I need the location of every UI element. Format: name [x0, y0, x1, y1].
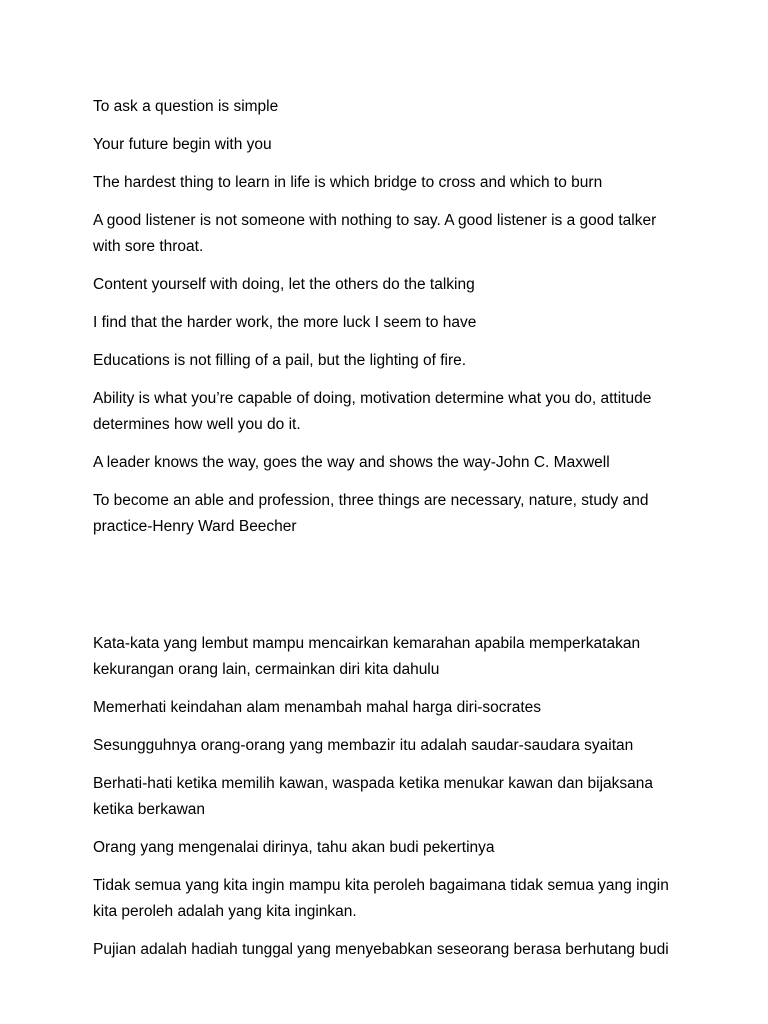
quote-paragraph: Ability is what you’re capable of doing, motivation determine what you do, attitude determines how well you do it. — [93, 390, 652, 433]
quote-paragraph: I find that the harder work, the more luck I seem to have — [93, 314, 477, 331]
quote-paragraph: A good listener is not someone with nothing to say. A good listener is a good talker with sore throat. — [93, 212, 657, 255]
quote-paragraph: To become an able and profession, three things are necessary, nature, study and practice-Henry Ward Beecher — [93, 492, 649, 535]
quote-paragraph: Your future begin with you — [93, 136, 272, 153]
document-page — [93, 94, 683, 975]
blank-space — [93, 552, 683, 631]
quote-paragraph: To ask a question is simple — [93, 98, 279, 115]
quote-paragraph: Content yourself with doing, let the others do the talking — [93, 276, 475, 293]
quote-paragraph: Memerhati keindahan alam menambah mahal harga diri-socrates — [93, 699, 542, 716]
quote-paragraph: A leader knows the way, goes the way and shows the way-John C. Maxwell — [93, 454, 610, 471]
quote-paragraph: Orang yang mengenalai dirinya, tahu akan budi pekertinya — [93, 839, 495, 856]
malay-quotes-section — [93, 631, 683, 963]
quote-paragraph: Berhati-hati ketika memilih kawan, waspada ketika menukar kawan dan bijaksana ketika berkawan — [93, 775, 654, 818]
quote-paragraph: Tidak semua yang kita ingin mampu kita peroleh bagaimana tidak semua yang ingin kita peroleh adalah yang kita inginkan. — [93, 877, 669, 920]
quote-paragraph: Educations is not filling of a pail, but the lighting of fire. — [93, 352, 467, 369]
quote-paragraph: The hardest thing to learn in life is which bridge to cross and which to burn — [93, 174, 603, 191]
quote-paragraph: Kata-kata yang lembut mampu mencairkan kemarahan apabila memperkatakan kekurangan orang lain, cermainkan diri kita dahulu — [93, 635, 641, 678]
quote-paragraph: Sesungguhnya orang-orang yang membazir itu adalah saudar-saudara syaitan — [93, 737, 634, 754]
english-quotes-section — [93, 94, 683, 540]
quote-paragraph: Pujian adalah hadiah tunggal yang menyebabkan seseorang berasa berhutang budi — [93, 941, 669, 958]
